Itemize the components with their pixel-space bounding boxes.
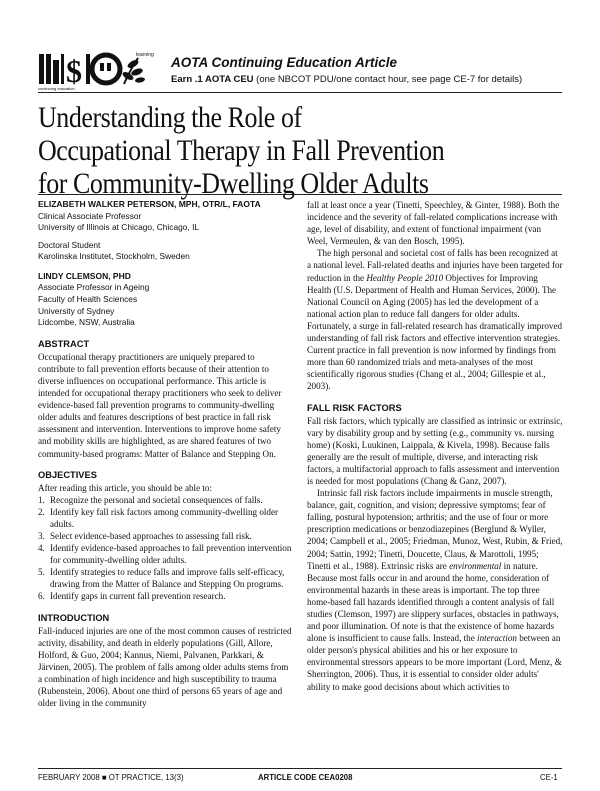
author-affiliation: Associate Professor in Ageing xyxy=(38,282,150,293)
list-item: 6. Identify gaps in current fall prevention research. xyxy=(38,591,226,602)
footer-rule xyxy=(38,768,562,769)
issue-info: FEBRUARY 2008 ■ OT PRACTICE, 13(3) xyxy=(38,773,184,782)
author-affiliation: Faculty of Health Sciences xyxy=(38,293,138,304)
ceu-note xyxy=(171,74,522,85)
paragraph: Intrinsic fall risk factors include impairments in muscle strength, balance, gait, cognition, and vision; depressive symptoms; fear of falling, postural hypotension; arthritis; and the use of four or more prescription medications or benzodiazepines (Berglund & Wyller, 2004; Campbell et al., 2005; Friedman, Munoz, West, Rubin, & Fried, 2004; Sattin, 1992; Tinetti, Doucette, Claus, & Marottoli, 1995; Tinetti et al., 1988). Extrinsic risks are environmental in nature. Because most falls occur in and around the home, consideration of environmental hazards in these areas is important. The top three home-based fall hazards identified through a content analysis of fall studies (Clemson, 1997) are slippery surfaces, obstacles in pathways, and poor illumination. Of note is that the existence of home hazards alone is insufficient to cause falls. Instead, the interaction between an older person's physical abilities and his or her exposure to environmental stressors appears to be more important (Lord, Menz, & Sherrington, 2006). Thus, it is essential to consider older adults' ability to make good decisions about which activities to xyxy=(307,488,563,692)
list-item: 1. Recognize the personal and societal consequences of falls. xyxy=(38,494,263,505)
header-rule xyxy=(38,92,562,93)
series-title: AOTA Continuing Education Article xyxy=(171,55,397,70)
list-item: 3. Select evidence-based approaches to assessing fall risk. xyxy=(38,530,252,541)
list-item: 5. Identify strategies to reduce falls and improve falls self-efficacy, drawing from the Matter of Balance and Stepping On programs. xyxy=(38,567,285,590)
list-item: 2. Identify key fall risk factors among community-dwelling older adults. xyxy=(38,506,279,529)
abstract-text: Occupational therapy practitioners are uniquely prepared to contribute to fall prevention efforts because of their attention to diverse influences on occupational performance. This article is intended for occupational therapy practitioners who seek to deliver evidence-based fall prevention programs to community-dwelling older adults and features descriptions of best practice in fall risk assessment and intervention. Interventions to improve home safety and mobility skills are highlighted, as are shared features of two community-based programs: Matter of Balance and Stepping On. xyxy=(38,351,282,459)
abstract-heading: ABSTRACT xyxy=(38,338,90,349)
author-affiliation: Doctoral Student xyxy=(38,239,101,250)
author-affiliation: Lidcombe, NSW, Australia xyxy=(38,317,135,328)
author-affiliation: University of Sydney xyxy=(38,305,115,316)
paragraph: The high personal and societal cost of falls has been recognized at a national level. Fall-related deaths and injuries have been targeted for reduction in the Healthy People 2010 Objectives for Improving Health (U.S. Department of Health and Human Services, 2000). The National Council on Aging (2005) has led the development of a national action plan to reduce fall dangers for older adults. Fortunately, a surge in fall-related research has dramatically improved understanding of fall risk factors and effective intervention strategies. Current practice in fall prevention is now informed by findings from more than 60 randomized trials and meta-analyses of the most scientifically rigorous studies (Chang et al., 2004; Gillespie et al., 2003). xyxy=(307,248,563,392)
introduction-heading: INTRODUCTION xyxy=(38,612,110,623)
title-line: Occupational Therapy in Fall Prevention xyxy=(38,135,445,167)
ce-logo xyxy=(38,52,166,92)
title-line: Understanding the Role of xyxy=(38,102,302,134)
introduction-text: Fall-induced injuries are one of the most common causes of restricted activity, disability, and death in elderly populations (Gill, Allore, Holford, & Guo, 2004; Kannus, Niemi, Palvanen, Parkkari, & Järvinen, 2005). The problem of falls among older adults stems from a combination of high incidence and high susceptibility to trauma (Rubenstein, 2006). About one third of persons 65 years of age and older living in the community xyxy=(38,625,292,709)
author-name: LINDY CLEMSON, PHD xyxy=(38,270,131,281)
author-affiliation: Clinical Associate Professor xyxy=(38,210,142,221)
logo-word-ce: continuing education xyxy=(38,86,75,91)
left-column xyxy=(38,199,293,709)
paragraph: fall at least once a year (Tinetti, Speechley, & Ginter, 1988). Both the incidence and the severity of fall-related complications increase with age, level of disability, and extent of functional impairment (van Weel, Vermeulen, & van den Bosch, 1995). xyxy=(307,200,560,247)
ceu-details: (one NBCOT PDU/one contact hour, see page CE-7 for details) xyxy=(253,74,523,85)
objectives-heading: OBJECTIVES xyxy=(38,469,97,480)
list-item: 4. Identify evidence-based approaches to fall prevention intervention for community-dwelling older adults. xyxy=(38,543,292,566)
title-line: for Community-Dwelling Older Adults xyxy=(38,168,429,200)
author-affiliation: Karolinska Institutet, Stockholm, Sweden xyxy=(38,251,190,262)
logo-word-learning: learning xyxy=(136,52,154,58)
paragraph: Fall risk factors, which typically are classified as intrinsic or extrinsic, vary by disability group and by setting (e.g., community vs. nursing home) (Koski, Luukinen, Laippala, & Kivela, 1998). Because falls generally are the result of multiple, diverse, and interacting risk factors, a multifactorial approach to falls assessment and intervention is needed for most populations (Chang & Ganz, 2007). xyxy=(307,415,563,486)
author-affiliation: University of Illinois at Chicago, Chicago, IL xyxy=(38,222,200,233)
right-column xyxy=(307,199,563,693)
page-number: CE-1 xyxy=(540,773,558,782)
svg-text:$: $ xyxy=(66,53,82,89)
article-code: ARTICLE CODE CEA0208 xyxy=(258,773,353,782)
ceu-label: Earn .1 AOTA CEU xyxy=(171,74,254,85)
author-name: ELIZABETH WALKER PETERSON, MPH, OTR/L, FAOTA xyxy=(38,199,261,209)
objectives-intro: After reading this article, you should be able to: xyxy=(38,482,212,493)
title-rule xyxy=(38,194,562,195)
objectives-list xyxy=(38,494,293,603)
article-title xyxy=(38,102,504,201)
fall-risk-heading: FALL RISK FACTORS xyxy=(307,402,402,413)
